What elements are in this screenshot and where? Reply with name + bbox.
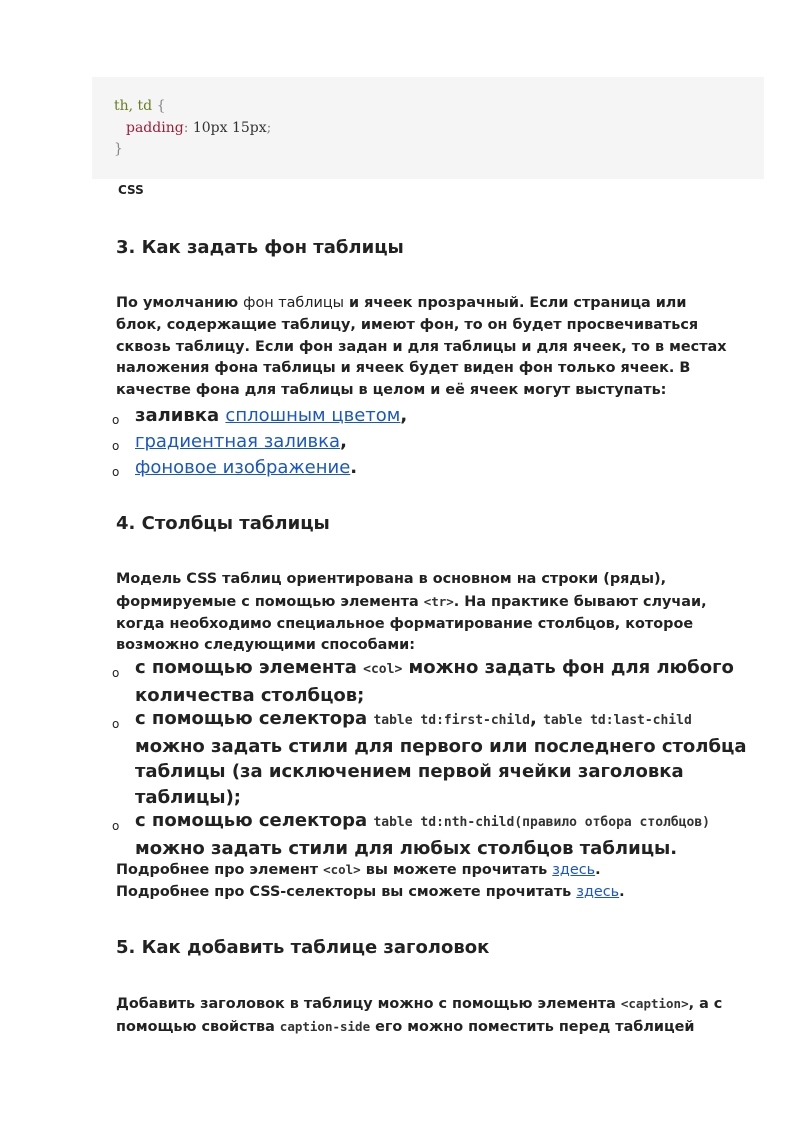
code-value: 10px 15px [188,120,267,136]
more-text: Подробнее про элемент [116,862,324,878]
section-5-text-1: Добавить заголовок в таблицу можно с помощью элемента [116,996,621,1012]
solid-color-link[interactable]: сплошным цветом [225,405,401,426]
tr-code: <tr> [423,593,454,609]
section-5-paragraph [116,993,736,1039]
more-text: вы можете прочитать [360,862,553,878]
bullet-marker: o [112,717,120,731]
column-methods-list [112,655,756,859]
col-code: <col> [363,662,403,677]
section-5-text-2: , а с помощью свойства [116,996,723,1035]
more-text: . [619,884,625,900]
section-5-text-3: его можно поместить перед таблицей [370,1018,695,1035]
caption-side-code: caption-side [279,1018,371,1034]
bullet-marker: o [112,465,120,479]
section-3-text-3: и ячеек прозрачный. Если страница или блок, содержащие таблицу, имеют фон, то он будет просвечиваться сквозь таблицу. Если фон задан и для таблицы и для ячеек, то в местах наложения фона таблицы и ячеек будет виден фон только ячеек. В качестве фона для таблицы в целом и её ячеек могут выступать: [116,295,727,399]
more-text: Подробнее про CSS-селекторы вы сможете прочитать [116,884,577,900]
selectors-details-link[interactable]: здесь [576,884,620,900]
list-item-separator: , [530,708,544,729]
code-line-3 [114,141,123,157]
bullet-marker: o [112,666,120,680]
col-code: <col> [323,862,361,877]
section-4-text-1: Модель CSS таблиц ориентирована в основном на строки (ряды), формируемые с помощью элемента [116,571,667,610]
list-item-prefix: с помощью селектора [135,708,374,729]
list-item [112,655,756,706]
code-block [92,77,764,179]
section-5-heading: 5. Как добавить таблице заголовок [116,937,490,958]
caption-code: <caption> [620,996,689,1011]
list-item [112,403,756,429]
list-item-suffix: можно задать стили для любых столбцов таблицы. [135,837,678,859]
section-4-paragraph [116,569,736,657]
code-property: padding [126,120,184,136]
list-item-prefix: с помощью селектора [135,810,374,831]
code-semicolon: ; [266,120,272,136]
gradient-link[interactable]: градиентная заливка [135,431,341,452]
list-item-suffix: можно задать стили для первого или последнего столбца таблицы (за исключением первой ячейки заголовка таблицы); [135,735,747,808]
background-image-link[interactable]: фоновое изображение [135,457,351,478]
list-item [112,429,756,455]
list-item-suffix: можно задать фон для любого количества столбцов; [135,657,734,706]
bullet-marker: o [112,413,120,427]
list-item-prefix: заливка [135,405,226,426]
section-4-heading: 4. Столбцы таблицы [116,513,330,534]
section-3-heading: 3. Как задать фон таблицы [116,237,404,258]
bullet-marker: o [112,819,120,833]
nth-child-code: table td:nth-child(правило отбора столбцов) [373,815,710,830]
list-item-suffix: , [400,405,408,426]
code-brace-open: { [152,98,166,114]
code-selector: th, td [114,98,153,114]
list-item-suffix: , [340,431,347,452]
bullet-marker: o [112,439,120,453]
code-brace-close: } [114,141,123,157]
section-4-text-2: . На практике бывают случаи, когда необходимо специальное форматирование столбцов, которое возможно следующими способами: [116,593,707,654]
more-text: . [595,862,601,878]
col-details-link[interactable]: здесь [552,862,596,878]
section-3-text-1: По умолчанию [116,295,244,311]
code-line-2 [126,120,271,136]
code-language-label: CSS [118,183,144,197]
first-child-code: table td:first-child [373,713,530,728]
background-options-list [112,403,756,481]
section-3-paragraph [116,293,736,402]
list-item-suffix: . [350,457,358,478]
list-item [112,706,756,808]
more-about-selectors [116,884,625,900]
list-item [112,808,756,859]
code-colon: : [183,120,189,136]
section-3-text-2: фон таблицы [243,295,345,311]
last-child-code: table td:last-child [543,713,692,728]
list-item [112,455,756,481]
list-item-prefix: с помощью элемента [135,657,364,678]
more-about-col [116,862,601,878]
code-line-1 [114,98,166,114]
